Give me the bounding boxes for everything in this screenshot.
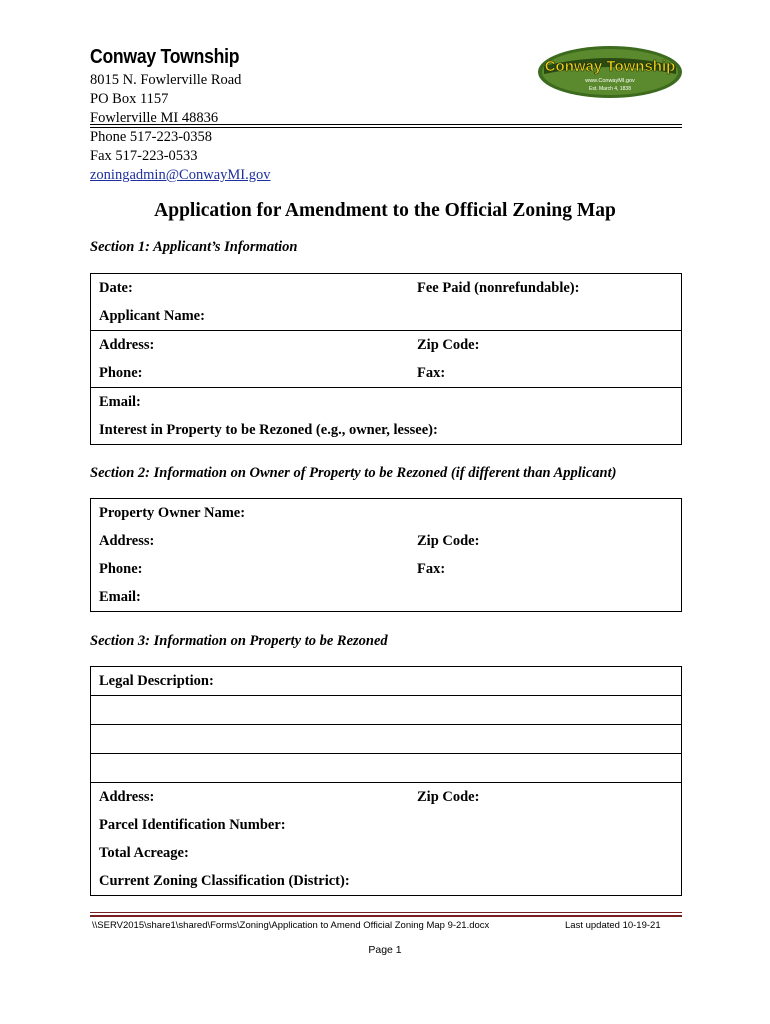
applicant-fax-field[interactable]: Fax: [409,359,682,388]
parcel-id-field[interactable]: Parcel Identification Number: [91,811,682,839]
footer-rule-thin [90,912,682,913]
section-2-heading: Section 2: Information on Owner of Property to be Rezoned (if different than Applicant) [90,465,617,481]
svg-text:www.ConwayMI.gov: www.ConwayMI.gov [585,78,635,84]
fax-line: Fax 517-223-0533 [90,148,198,164]
township-logo [536,44,684,100]
email-link[interactable]: zoningadmin@ConwayMI.gov [90,167,271,183]
owner-address-field[interactable]: Address: [91,527,410,555]
fee-paid-field[interactable]: Fee Paid (nonrefundable): [409,274,682,303]
address-line-3: Fowlerville MI 48836 [90,110,219,126]
footer-rule-thick [90,915,682,917]
owner-email-field[interactable]: Email: [91,583,682,612]
header-rule-top [90,124,682,125]
applicant-email-field[interactable]: Email: [91,388,682,417]
address-line-1: 8015 N. Fowlerville Road [90,72,242,88]
document-title: Application for Amendment to the Official Zoning Map [154,200,616,221]
property-info-table [90,666,682,896]
total-acreage-field[interactable]: Total Acreage: [91,839,682,867]
current-zoning-field[interactable]: Current Zoning Classification (District): [91,867,682,896]
legal-description-line[interactable] [91,725,682,754]
date-field[interactable]: Date: [91,274,410,303]
applicant-name-field[interactable]: Applicant Name: [91,302,682,331]
owner-name-field[interactable]: Property Owner Name: [91,499,682,528]
owner-zip-field[interactable]: Zip Code: [409,527,682,555]
property-zip-field[interactable]: Zip Code: [409,783,682,812]
svg-text:Conway Township: Conway Township [544,58,676,75]
applicant-phone-field[interactable]: Phone: [91,359,410,388]
address-line-2: PO Box 1157 [90,91,169,107]
legal-description-line[interactable] [91,754,682,783]
last-updated: Last updated 10-19-21 [565,920,661,931]
applicant-address-field[interactable]: Address: [91,331,410,360]
org-name: Conway Township [90,46,240,68]
phone-line: Phone 517-223-0358 [90,129,213,145]
section-3-heading: Section 3: Information on Property to be Rezoned [90,633,388,649]
owner-fax-field[interactable]: Fax: [409,555,682,583]
applicant-info-table [90,273,682,445]
legal-description-field[interactable]: Legal Description: [91,667,682,696]
legal-description-line[interactable] [91,696,682,725]
property-address-field[interactable]: Address: [91,783,410,812]
applicant-zip-field[interactable]: Zip Code: [409,331,682,360]
page-number: Page 1 [368,944,402,956]
section-1-heading: Section 1: Applicant’s Information [90,239,298,255]
owner-info-table [90,498,682,612]
file-path: \\SERV2015\share1\shared\Forms\Zoning\Application to Amend Official Zoning Map 9-21.docx [92,920,490,931]
property-interest-field[interactable]: Interest in Property to be Rezoned (e.g., owner, lessee): [91,416,682,445]
svg-text:Est. March 4, 1838: Est. March 4, 1838 [589,86,631,92]
owner-phone-field[interactable]: Phone: [91,555,410,583]
